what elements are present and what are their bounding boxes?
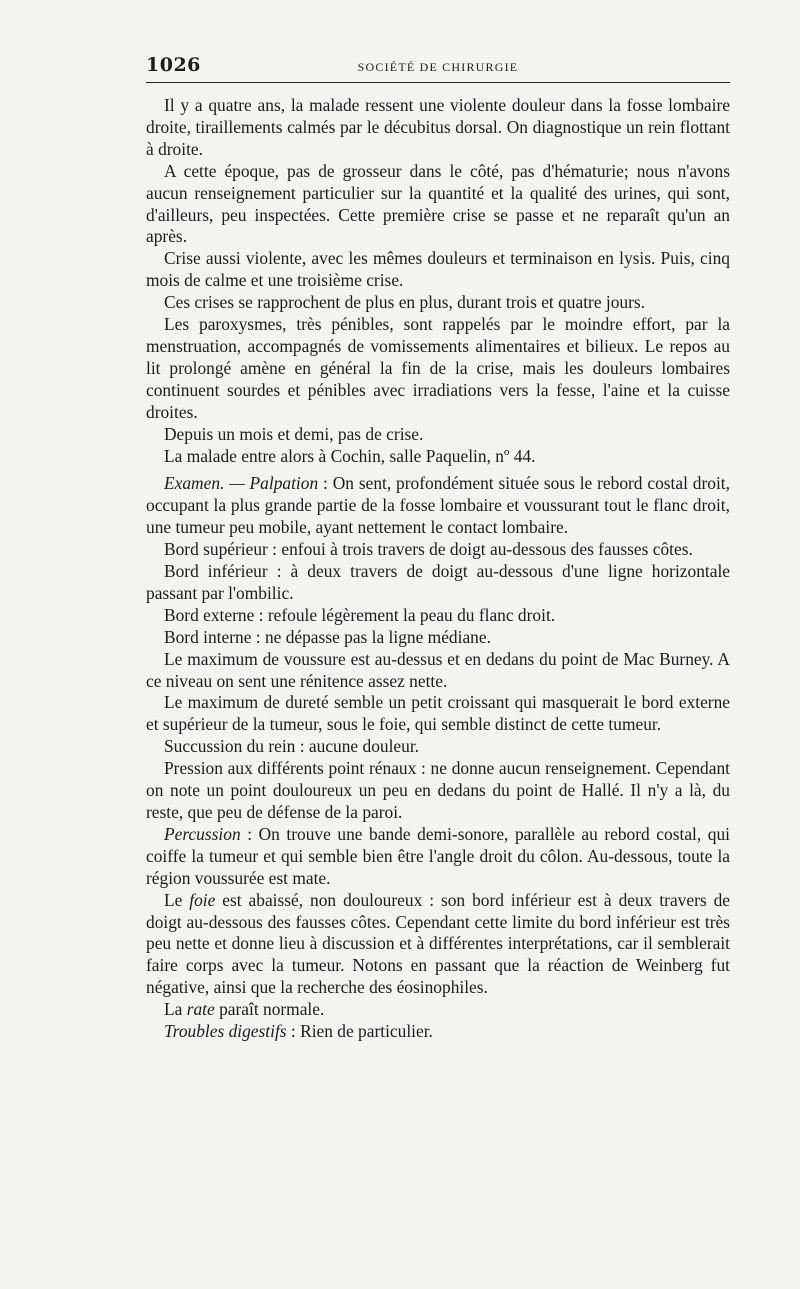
foie-text: est abaissé, non douloureux : son bord inférieur est à deux travers de doigt au-dessous des fausses côtes. Cependant cette limite du bord inférieur est très peu nette et donne lieu à discussion et à différentes interprétations, car il semblerait faire corps avec la tumeur. Notons en passant que la réaction de Weinberg fut négative, ainsi que la recherche des éosinophiles.: [146, 889, 730, 998]
paragraph-bord-superieur: Bord supérieur : enfoui à trois travers de doigt au-dessous des fausses côtes.: [164, 539, 693, 560]
foie-lead: Le: [164, 889, 190, 910]
paragraph-crises-frequency: Ces crises se rapprochent de plus en plus, durant trois et quatre jours.: [164, 292, 646, 313]
paragraph-no-crisis: Depuis un mois et demi, pas de crise.: [164, 423, 424, 444]
examen-heading: Examen. — Palpation: [164, 473, 319, 494]
paragraph-first-crisis: A cette époque, pas de grosseur dans le côté, pas d'hématurie; nous n'avons aucun renseignement particulier sur la quantité et la qualité des urines, qui sont, d'ailleurs, peu inspectées. Cette première crise se passe et ne reparaît qu'un an après.: [146, 160, 730, 247]
paragraph-examen: [146, 473, 730, 539]
paragraph-percussion: [146, 824, 730, 890]
percussion-text: : On trouve une bande demi-sonore, parallèle au rebord costal, qui coiffe la tumeur et qui semble bien être l'angle droit du côlon. Au-dessous, toute la région voussurée est mate.: [146, 823, 730, 888]
troubles-heading: Troubles digestifs: [164, 1021, 287, 1042]
paragraph-succussion: Succussion du rein : aucune douleur.: [164, 736, 420, 757]
paragraph-rate: [146, 999, 730, 1021]
paragraph-admission: La malade entre alors à Cochin, salle Paquelin, nº 44.: [164, 445, 536, 466]
paragraph-pression: Pression aux différents point rénaux : ne donne aucun renseignement. Cependant on note un point douloureux un peu en dedans du point de Hallé. Il n'y a là, du reste, que peu de défense de la paroi.: [146, 758, 730, 822]
paragraph-bord-inferieur: Bord inférieur : à deux travers de doigt au-dessous d'une ligne horizontale passant par l'ombilic.: [146, 561, 730, 603]
paragraph-paroxysms: Les paroxysmes, très pénibles, sont rappelés par le moindre effort, par la menstruation, accompagnés de vomissements alimentaires et bilieux. Le repos au lit prolongé amène en général la fin de la crise, mais les douleurs lombaires continuent sourdes et pénibles avec irradiations vers la fesse, l'aine et la cuisse droites.: [146, 314, 730, 422]
paragraph-troubles: [146, 1021, 730, 1043]
troubles-text: : Rien de particulier.: [286, 1021, 433, 1042]
examen-text: : On sent, profondément située sous le rebord costal droit, occupant la plus grande partie de la fosse lombaire et voussurant tout le flanc droit, une tumeur peu mobile, ayant nettement le contact lombaire.: [146, 473, 730, 538]
foie-term: foie: [189, 889, 216, 910]
paragraph-history: Il y a quatre ans, la malade ressent une violente douleur dans la fosse lombaire droite, tiraillements calmés par le décubitus dorsal. On diagnostique un rein flottant à droite.: [146, 95, 730, 159]
body-text: [146, 95, 730, 1043]
document-page: [146, 52, 730, 1043]
paragraph-bord-interne: Bord interne : ne dépasse pas la ligne médiane.: [164, 626, 491, 647]
page-number: 1026: [146, 54, 201, 76]
percussion-heading: Percussion: [164, 823, 241, 844]
rate-lead: La: [164, 999, 187, 1020]
rate-term: rate: [186, 999, 215, 1020]
paragraph-bord-externe: Bord externe : refoule légèrement la peau du flanc droit.: [164, 604, 556, 625]
paragraph-second-crisis: Crise aussi violente, avec les mêmes douleurs et terminaison en lysis. Puis, cinq mois de calme et une troisième crise.: [146, 248, 730, 291]
rate-text: paraît normale.: [214, 999, 325, 1020]
paragraph-durete: Le maximum de dureté semble un petit croissant qui masquerait le bord externe et supérieur de la tumeur, sous le foie, qui semble distinct de cette tumeur.: [146, 692, 730, 735]
paragraph-foie: [146, 890, 730, 1000]
paragraph-voussure: Le maximum de voussure est au-dessus et en dedans du point de Mac Burney. A ce niveau on sent une rénitence assez nette.: [146, 648, 730, 691]
running-head: [146, 52, 730, 83]
running-title: SOCIÉTÉ DE CHIRURGIE: [357, 60, 519, 74]
